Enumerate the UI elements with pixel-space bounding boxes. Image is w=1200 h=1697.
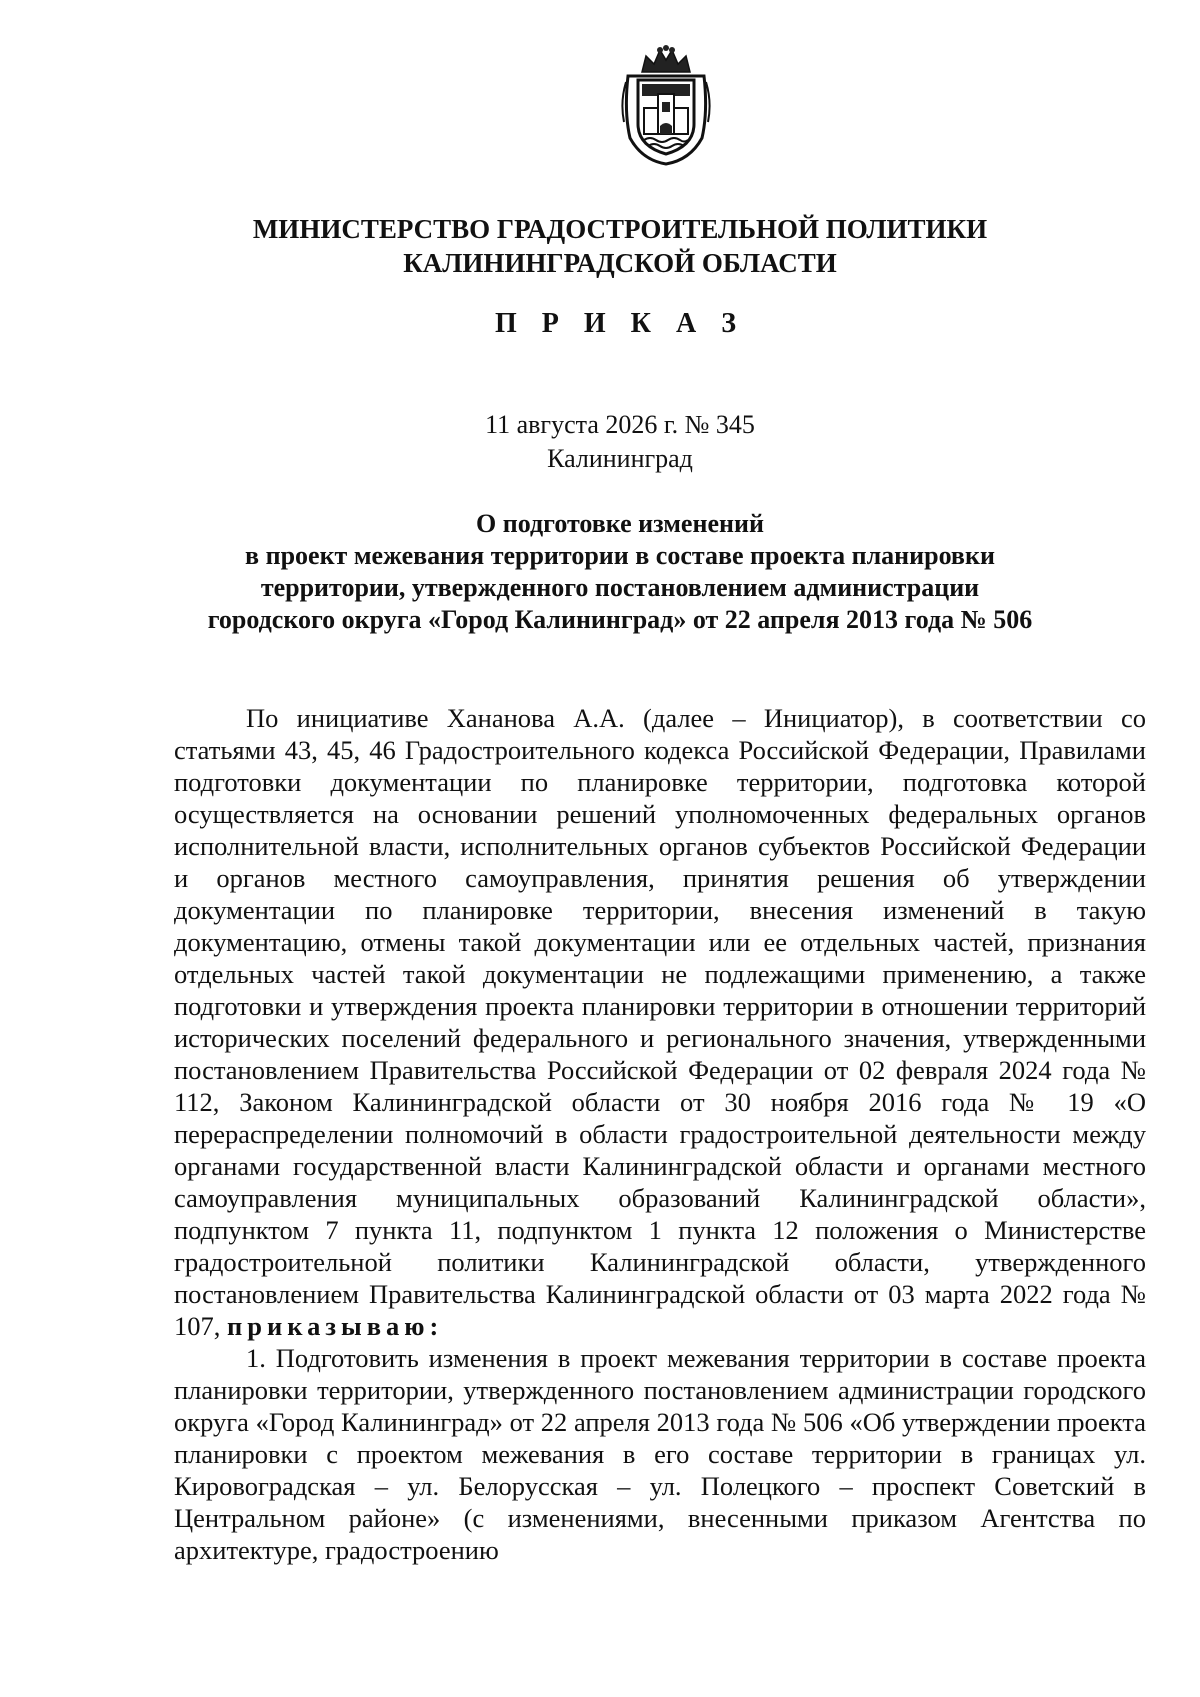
coat-of-arms-icon — [620, 42, 712, 168]
order-subject — [160, 508, 1080, 636]
order-date-number: 11 августа 2026 г. № 345 — [485, 410, 755, 439]
preamble-text: По инициативе Хананова А.А. (далее – Инициатор), в соответствии со статьями 43, 45, 46 Градостроительного кодекса Российской Федерации, Правилами подготовки документации по планировке территории, подготовка которой осуществляется на основании решений уполномоченных федеральных органов исполнительной власти, исполнительных органов субъектов Российской Федерации и органов местного самоуправления, принятия решения об утверждении документации по планировке территории, внесения изменений в такую документацию, отмены такой документации или ее отдельных частей, признания отдельных частей такой документации не подлежащими применению, а также подготовки и утверждения проекта планировки территории в отношении территорий исторических поселений федерального и регионального значения, утвержденными постановлением Правительства Российской Федерации от 02 февраля 2024 года № 112, Законом Калининградской области от 30 ноября 2016 года № 19 «О перераспределении полномочий в области градостроительной деятельности между органами государственной власти Калининградской области и органами местного самоуправления муниципальных образований Калининградской области», подпунктом 7 пункта 11, подпунктом 1 пункта 12 положения о Министерстве градостроительной политики Калининградской области, утвержденного постановлением Правительства Калининградской области от 03 марта 2022 года № 107, — [174, 703, 1146, 1341]
order-title: П Р И К А З — [495, 308, 745, 339]
ministry-name — [160, 212, 1080, 280]
order-body — [174, 702, 1146, 1566]
order-city: Калининград — [547, 444, 693, 473]
item-1-paragraph: 1. Подготовить изменения в проект межевания территории в составе проекта планировки территории, утвержденного постановлением администрации городского округа «Город Калининград» от 22 апреля 2013 года № 506 «Об утверждении проекта планировки с проектом межевания в его составе территории в границах ул. Кировоградская – ул. Белорусская – ул. Полецкого – проспект Советский в Центральном районе» (с изменениями, внесенными приказом Агентства по архитектуре, градостроению — [174, 1343, 1146, 1565]
decree-word: приказываю: — [227, 1311, 444, 1341]
subject-line1: О подготовке изменений — [476, 509, 764, 538]
subject-line4: городского округа «Город Калининград» от 22 апреля 2013 года № 506 — [207, 605, 1033, 634]
preamble-paragraph — [174, 702, 1146, 1342]
subject-line2: в проект межевания территории в составе проекта планировки — [245, 541, 995, 570]
ministry-name-line1: МИНИСТЕРСТВО ГРАДОСТРОИТЕЛЬНОЙ ПОЛИТИКИ — [252, 214, 988, 244]
subject-line3: территории, утвержденного постановлением администрации — [260, 573, 980, 602]
ministry-name-line2: КАЛИНИНГРАДСКОЙ ОБЛАСТИ — [403, 248, 837, 278]
order-date-block — [160, 408, 1080, 476]
